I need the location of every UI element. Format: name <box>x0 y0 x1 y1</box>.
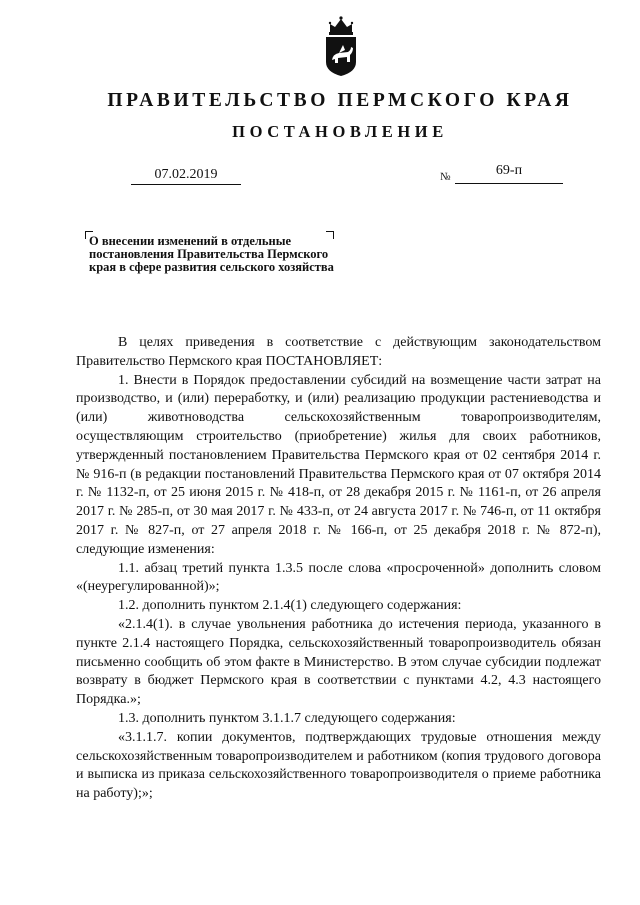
document-body <box>76 334 601 804</box>
paragraph: «2.1.4(1). в случае увольнения работника до истечения периода, указанного в пункте 2.1.4 настоящего Порядка, сельскохозяйственный товаропроизводитель обязан письменно сообщить об этом факте в Министерство. В этом случае субсидии подлежат возврату в бюджет Пермского края в соответствии с пунктами 4.2, 4.3 настоящего Порядка.»; <box>76 616 601 708</box>
paragraph: 1.3. дополнить пунктом 3.1.1.7 следующего содержания: <box>118 710 456 726</box>
number-sign: № <box>440 171 451 183</box>
document-number: 69-п <box>455 163 563 184</box>
document-date: 07.02.2019 <box>131 167 241 185</box>
paragraph: 1. Внести в Порядок предоставлении субсидий на возмещение части затрат на производство, и (или) переработку, и (или) реализацию продукции растениеводства и (или) животноводства сельскохозяйственным товаропроизводителям, осуществляющим строительство (приобретение) жилья для своих работников, утвержденный постановлением Правительства Пермского края от 02 сентября 2014 г. № 916-п (в редакции постановлений Правительства Пермского края от 07 октября 2014 г. № 1132-п, от 25 июня 2015 г. № 418-п, от 28 декабря 2015 г. № 1161-п, от 26 апреля 2017 г. № 285-п, от 30 мая 2017 г. № 433-п, от 24 августа 2017 г. № 746-п, от 11 октября 2017 г. № 827-п, от 27 апреля 2018 г. № 166-п, от 25 декабря 2018 г. № 872-п), следующие изменения: <box>76 372 601 557</box>
paragraph: 1.2. дополнить пунктом 2.1.4(1) следующего содержания: <box>118 598 462 614</box>
paragraph: 1.1. абзац третий пункта 1.3.5 после слова «просроченной» дополнить словом «(неурегулированной)»; <box>76 560 601 595</box>
paragraph: В целях приведения в соответствие с действующим законодательством Правительство Пермского края ПОСТАНОВЛЯЕТ: <box>76 335 601 369</box>
perm-krai-coat-of-arms-icon <box>321 14 361 78</box>
document-subject: О внесении изменений в отдельные постановления Правительства Пермского края в сфере развития сельского хозяйства <box>89 234 334 274</box>
paragraph: «3.1.1.7. копии документов, подтверждающих трудовые отношения между сельскохозяйственным товаропроизводителем и работником (копия трудового договора и выписка из приказа сельскохозяйственного товаропроизводителя о приеме работника на работу);»; <box>76 729 601 802</box>
document-type: ПОСТАНОВЛЕНИЕ <box>232 122 448 141</box>
government-title: ПРАВИТЕЛЬСТВО ПЕРМСКОГО КРАЯ <box>107 90 573 111</box>
